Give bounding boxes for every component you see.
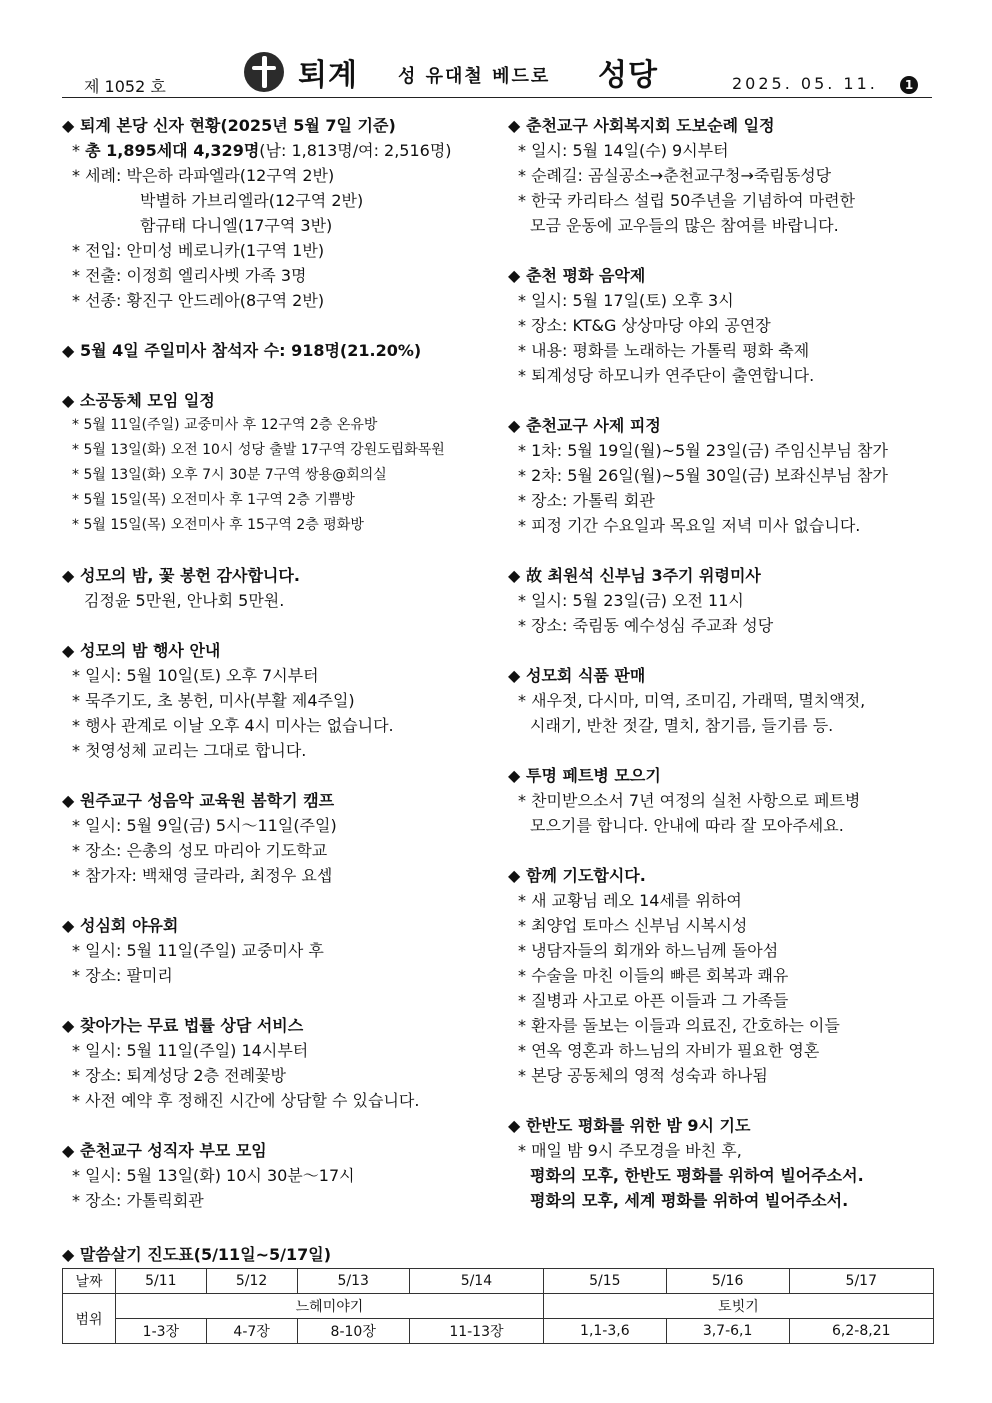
bullet-icon: *	[518, 366, 532, 385]
bullet-icon: *	[72, 241, 86, 260]
bullet-icon: *	[518, 341, 532, 360]
bullet-icon: *	[72, 417, 84, 433]
range-cell: 11-13장	[409, 1319, 543, 1344]
section-heading	[508, 563, 948, 588]
section-title: 찾아가는 무료 법률 상담 서비스	[80, 1016, 304, 1035]
range-cell: 1-3장	[116, 1319, 207, 1344]
prayer-line: 평화의 모후, 세계 평화를 위하여 빌어주소서.	[530, 1191, 849, 1210]
section-heading	[62, 788, 502, 813]
list-item	[62, 488, 502, 513]
diamond-icon: ◆	[508, 1116, 521, 1135]
notice-section	[508, 663, 948, 738]
item-text: 5월 15일(목) 오전미사 후 15구역 2층 평화방	[83, 517, 364, 533]
item-text: 일시: 5월 10일(토) 오후 7시부터	[85, 666, 319, 685]
list-item	[508, 513, 948, 538]
list-item	[508, 138, 948, 163]
left-column	[62, 113, 502, 1238]
diamond-icon: ◆	[62, 566, 75, 585]
item-text: 새우젓, 다시마, 미역, 조미김, 가래떡, 멸치액젓,	[531, 691, 866, 710]
bullet-icon: *	[72, 966, 86, 985]
list-item	[508, 463, 948, 488]
bullet-icon: *	[518, 291, 532, 310]
church-name-part2: 성 유대철 베드로	[398, 66, 551, 87]
section-heading	[508, 863, 948, 888]
list-item	[508, 1013, 948, 1038]
bullet-icon: *	[518, 991, 532, 1010]
bullet-icon: *	[518, 966, 532, 985]
date-cell: 5/16	[666, 1269, 789, 1294]
bullet-icon: *	[72, 467, 84, 483]
bullet-icon: *	[72, 492, 84, 508]
list-item	[62, 413, 502, 438]
range-cell: 8-10장	[297, 1319, 409, 1344]
list-item	[508, 613, 948, 638]
notice-section	[62, 788, 502, 888]
table-row	[63, 1269, 934, 1294]
list-item	[62, 288, 502, 313]
item-text: 장소: 팔미리	[85, 966, 173, 985]
notice-section	[62, 388, 502, 538]
masthead	[62, 46, 932, 98]
item-text: 세례: 박은하 라파엘라(12구역 2반)	[85, 166, 335, 185]
bullet-icon: *	[72, 866, 86, 885]
item-text: 본당 공동체의 영적 성숙과 하나됨	[531, 1066, 768, 1085]
list-item	[62, 938, 502, 963]
list-item	[508, 438, 948, 463]
section-heading	[62, 113, 502, 138]
item-text: 장소: KT&G 상상마당 야외 공연장	[531, 316, 771, 335]
bullet-icon: *	[518, 316, 532, 335]
church-name-part1: 퇴계	[298, 58, 358, 93]
date-cell: 5/17	[789, 1269, 933, 1294]
list-item	[508, 488, 948, 513]
section-heading	[508, 1113, 948, 1138]
diamond-icon: ◆	[508, 866, 521, 885]
book-cell: 느헤미야기	[116, 1294, 544, 1319]
diamond-icon: ◆	[508, 666, 521, 685]
list-item	[508, 163, 948, 188]
notice-section	[508, 263, 948, 388]
item-text: 장소: 가톨릭 회관	[531, 491, 655, 510]
item-text: 일시: 5월 11일(주일) 교중미사 후	[85, 941, 324, 960]
diamond-icon: ◆	[62, 341, 75, 360]
section-heading	[508, 663, 948, 688]
bullet-icon: *	[72, 1091, 86, 1110]
list-item-continued: 모으기를 합니다. 안내에 따라 잘 모아주세요.	[530, 816, 844, 835]
bullet-icon: *	[72, 1066, 86, 1085]
prayer-line: 평화의 모후, 한반도 평화를 위하여 빌어주소서.	[530, 1166, 864, 1185]
list-item-continued: 박별하 가브리엘라(12구역 2반)	[140, 191, 364, 210]
bullet-icon: *	[72, 266, 86, 285]
item-text: 5월 15일(목) 오전미사 후 1구역 2층 기쁨방	[83, 492, 355, 508]
item-text: 일시: 5월 9일(금) 5시～11일(주일)	[85, 816, 337, 835]
range-label-cell: 범위	[63, 1294, 116, 1344]
item-text: 일시: 5월 17일(토) 오후 3시	[531, 291, 734, 310]
date-cell: 5/15	[543, 1269, 666, 1294]
list-item	[62, 1088, 502, 1113]
list-item	[62, 738, 502, 763]
item-text: 5월 13일(화) 오후 7시 30분 7구역 쌍용@회의실	[83, 467, 387, 483]
item-text: 환자를 돌보는 이들과 의료진, 간호하는 이들	[531, 1016, 840, 1035]
notice-section	[62, 113, 502, 313]
diamond-icon: ◆	[508, 766, 521, 785]
diamond-icon: ◆	[508, 116, 521, 135]
item-text: 매일 밤 9시 주모경을 바친 후,	[531, 1141, 742, 1160]
bullet-icon: *	[518, 941, 532, 960]
section-heading	[62, 1013, 502, 1038]
section-heading	[508, 113, 948, 138]
table-row	[63, 1294, 934, 1319]
bullet-icon: *	[518, 1016, 532, 1035]
date-label-cell: 날짜	[63, 1269, 116, 1294]
section-title: 소공동체 모임 일정	[80, 391, 215, 410]
list-item	[62, 163, 502, 188]
item-text: 일시: 5월 13일(화) 10시 30분～17시	[85, 1166, 355, 1185]
bullet-icon: *	[518, 1066, 532, 1085]
range-cell: 6,2-8,21	[789, 1319, 933, 1344]
bullet-icon: *	[518, 516, 532, 535]
list-item	[62, 438, 502, 463]
section-heading	[508, 763, 948, 788]
section-title: 춘천교구 사제 피정	[526, 416, 661, 435]
list-item	[508, 963, 948, 988]
notice-section	[62, 1013, 502, 1113]
item-text: 한국 카리타스 설립 50주년을 기념하여 마련한	[531, 191, 856, 210]
list-item	[62, 1163, 502, 1188]
bullet-icon: *	[518, 1141, 532, 1160]
item-text: 질병과 사고로 아픈 이들과 그 가족들	[531, 991, 789, 1010]
bullet-icon: *	[518, 166, 532, 185]
section-heading	[62, 388, 502, 413]
list-item-continued: 김정윤 5만원, 안나회 5만원.	[84, 591, 285, 610]
cross-bar	[252, 66, 276, 70]
item-text: 행사 관계로 이날 오후 4시 미사는 없습니다.	[85, 716, 394, 735]
list-item	[62, 1063, 502, 1088]
item-text: 1차: 5월 19일(월)~5월 23일(금) 주임신부님 참가	[531, 441, 888, 460]
section-heading	[62, 338, 502, 363]
item-text: 장소: 가톨릭회관	[85, 1191, 204, 1210]
item-text: 찬미받으소서 7년 여정의 실천 사항으로 페트병	[531, 791, 861, 810]
cross-icon	[262, 56, 267, 88]
section-title: 투명 페트병 모으기	[526, 766, 661, 785]
diamond-icon: ◆	[62, 791, 75, 810]
bullet-icon: *	[518, 616, 532, 635]
list-item	[508, 588, 948, 613]
item-text: 전입: 안미성 베로니카(1구역 1반)	[85, 241, 325, 260]
diamond-icon: ◆	[62, 116, 75, 135]
bullet-icon: *	[72, 166, 86, 185]
list-item	[508, 938, 948, 963]
item-text: 사전 예약 후 정해진 시간에 상담할 수 있습니다.	[85, 1091, 420, 1110]
diamond-icon: ◆	[508, 566, 521, 585]
bullet-icon: *	[72, 517, 84, 533]
item-text: 연옥 영혼과 하느님의 자비가 필요한 영혼	[531, 1041, 820, 1060]
list-item	[62, 863, 502, 888]
list-item	[508, 338, 948, 363]
date-cell: 5/12	[206, 1269, 297, 1294]
notice-section	[508, 563, 948, 638]
item-text: 참가자: 백채영 글라라, 최정우 요셉	[85, 866, 333, 885]
list-item	[508, 363, 948, 388]
list-item	[508, 988, 948, 1013]
item-text: 일시: 5월 14일(수) 9시부터	[531, 141, 729, 160]
table-row	[63, 1319, 934, 1344]
bullet-icon: *	[518, 916, 532, 935]
item-text: 2차: 5월 26일(월)~5월 30일(금) 보좌신부님 참가	[531, 466, 888, 485]
list-item	[508, 188, 948, 213]
item-text: 장소: 은총의 성모 마리아 기도학교	[85, 841, 328, 860]
list-item	[62, 688, 502, 713]
list-item	[508, 913, 948, 938]
bullet-icon: *	[72, 716, 86, 735]
list-item	[62, 1188, 502, 1213]
list-item	[62, 713, 502, 738]
list-item	[508, 1038, 948, 1063]
bullet-icon: *	[72, 442, 84, 458]
list-item	[508, 688, 948, 713]
bullet-icon: *	[72, 666, 86, 685]
section-title: 원주교구 성음악 교육원 봄학기 캠프	[80, 791, 335, 810]
notice-section	[508, 113, 948, 238]
item-text: 냉담자들의 회개와 하느님께 돌아섬	[531, 941, 779, 960]
diamond-icon: ◆	[62, 1141, 75, 1160]
bullet-icon: *	[72, 941, 86, 960]
list-item	[62, 263, 502, 288]
item-text: 5월 11일(주일) 교중미사 후 12구역 2층 온유방	[83, 417, 378, 433]
item-text: 피정 기간 수요일과 목요일 저녁 미사 없습니다.	[531, 516, 861, 535]
bullet-icon: *	[518, 591, 532, 610]
date-cell: 5/11	[116, 1269, 207, 1294]
list-item-continued: 시래기, 반찬 젓갈, 멸치, 참기름, 들기름 등.	[530, 716, 834, 735]
item-text: 수술을 마친 이들의 빠른 회복과 쾌유	[531, 966, 789, 985]
diamond-icon: ◆	[62, 641, 75, 660]
section-title: 故 최원석 신부님 3주기 위령미사	[526, 566, 761, 585]
date-cell: 5/13	[297, 1269, 409, 1294]
item-text: 최양업 토마스 신부님 시복시성	[531, 916, 748, 935]
section-title: 춘천교구 성직자 부모 모임	[80, 1141, 267, 1160]
bullet-icon: *	[72, 1191, 86, 1210]
bullet-icon: *	[72, 1166, 86, 1185]
list-item	[62, 813, 502, 838]
range-cell: 3,7-6,1	[666, 1319, 789, 1344]
diamond-icon: ◆	[62, 916, 75, 935]
section-heading	[62, 638, 502, 663]
list-item	[508, 288, 948, 313]
bullet-icon: *	[72, 816, 86, 835]
header-divider	[62, 97, 932, 98]
list-item	[508, 1063, 948, 1088]
diamond-icon: ◆	[62, 1245, 80, 1264]
reading-plan-table	[62, 1268, 934, 1344]
section-heading	[508, 263, 948, 288]
highlight-text: 총 1,895세대 4,329명	[85, 141, 260, 160]
notice-section	[62, 1138, 502, 1213]
bulletin-date: 2025. 05. 11.	[732, 74, 878, 93]
section-heading	[62, 563, 502, 588]
section-title: 춘천교구 사회복지회 도보순례 일정	[526, 116, 775, 135]
bullet-icon: *	[518, 891, 532, 910]
list-item	[508, 1138, 948, 1163]
bullet-icon: *	[518, 791, 532, 810]
bullet-icon: *	[72, 291, 86, 310]
section-heading	[508, 413, 948, 438]
notice-section	[508, 763, 948, 838]
page-number: 1	[900, 76, 918, 94]
section-title: 성모회 식품 판매	[526, 666, 646, 685]
item-text: 선종: 황진구 안드레아(8구역 2반)	[85, 291, 325, 310]
list-item	[62, 238, 502, 263]
diamond-icon: ◆	[62, 1016, 75, 1035]
notice-section	[62, 913, 502, 988]
bullet-icon: *	[72, 741, 86, 760]
list-item	[508, 888, 948, 913]
church-name-part3: 성당	[598, 58, 658, 93]
bullet-icon: *	[518, 491, 532, 510]
item-text: 새 교황님 레오 14세를 위하여	[531, 891, 742, 910]
bullet-icon: *	[518, 191, 532, 210]
list-item	[508, 788, 948, 813]
list-item	[62, 663, 502, 688]
item-text: 순례길: 곰실공소→춘천교구청→죽림동성당	[531, 166, 832, 185]
section-title: 성모의 밤, 꽃 봉헌 감사합니다.	[80, 566, 300, 585]
bullet-icon: *	[518, 691, 532, 710]
notice-section	[62, 563, 502, 613]
notice-section	[508, 863, 948, 1088]
date-cell: 5/14	[409, 1269, 543, 1294]
item-text: (남: 1,813명/여: 2,516명)	[259, 141, 452, 160]
notice-section	[508, 413, 948, 538]
section-title: 한반도 평화를 위한 밤 9시 기도	[526, 1116, 751, 1135]
item-text: 퇴계성당 하모니카 연주단이 출연합니다.	[531, 366, 815, 385]
list-item	[62, 963, 502, 988]
list-item	[508, 313, 948, 338]
section-heading	[62, 913, 502, 938]
range-cell: 1,1-3,6	[543, 1319, 666, 1344]
bullet-icon: *	[72, 1041, 86, 1060]
bullet-icon: *	[518, 466, 532, 485]
section-title: 성심회 야유회	[80, 916, 179, 935]
section-title: 성모의 밤 행사 안내	[80, 641, 221, 660]
reading-plan-title: ◆ 말씀살기 진도표(5/11일~5/17일)	[62, 1245, 332, 1264]
diamond-icon: ◆	[508, 266, 521, 285]
bullet-icon: *	[72, 691, 86, 710]
bullet-icon: *	[72, 141, 86, 160]
bullet-icon: *	[518, 141, 532, 160]
section-title: 함께 기도합시다.	[526, 866, 646, 885]
issue-number: 제 1052 호	[84, 77, 166, 96]
range-cell: 4-7장	[206, 1319, 297, 1344]
item-text: 일시: 5월 11일(주일) 14시부터	[85, 1041, 309, 1060]
list-item-continued: 함규태 다니엘(17구역 3반)	[140, 216, 333, 235]
notice-section	[62, 338, 502, 363]
notice-section	[62, 638, 502, 763]
section-title: 5월 4일 주일미사 참석자 수: 918명(21.20%)	[80, 341, 422, 360]
list-item	[62, 463, 502, 488]
item-text: 내용: 평화를 노래하는 가톨릭 평화 축제	[531, 341, 810, 360]
bullet-icon: *	[518, 441, 532, 460]
item-text: 5월 13일(화) 오전 10시 성당 출발 17구역 강원도립화목원	[83, 442, 445, 458]
section-title: 퇴계 본당 신자 현황(2025년 5월 7일 기준)	[80, 116, 396, 135]
item-text: 첫영성체 교리는 그대로 합니다.	[85, 741, 307, 760]
right-column	[508, 113, 948, 1238]
bullet-icon: *	[72, 841, 86, 860]
item-text: 장소: 죽림동 예수성심 주교좌 성당	[531, 616, 774, 635]
section-heading	[62, 1138, 502, 1163]
item-text: 일시: 5월 23일(금) 오전 11시	[531, 591, 744, 610]
section-title: 춘천 평화 음악제	[526, 266, 646, 285]
diamond-icon: ◆	[508, 416, 521, 435]
list-item	[62, 1038, 502, 1063]
list-item	[62, 138, 502, 163]
list-item	[62, 838, 502, 863]
item-text: 전출: 이정희 엘리사벳 가족 3명	[85, 266, 307, 285]
list-item	[62, 513, 502, 538]
item-text: 묵주기도, 초 봉헌, 미사(부활 제4주일)	[85, 691, 355, 710]
list-item-continued: 모금 운동에 교우들의 많은 참여를 바랍니다.	[530, 216, 839, 235]
book-cell: 토빗기	[543, 1294, 933, 1319]
notice-section	[508, 1113, 948, 1213]
bullet-icon: *	[518, 1041, 532, 1060]
diamond-icon: ◆	[62, 391, 75, 410]
item-text: 장소: 퇴계성당 2층 전례꽃방	[85, 1066, 286, 1085]
